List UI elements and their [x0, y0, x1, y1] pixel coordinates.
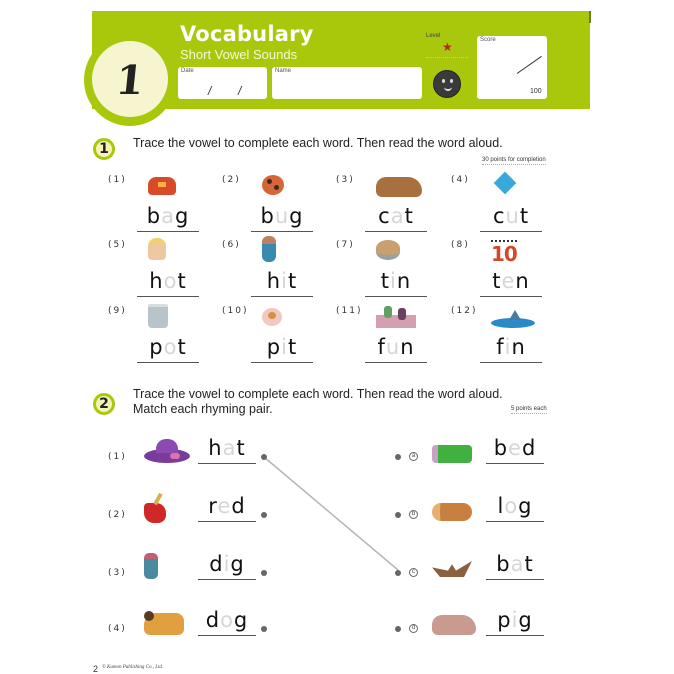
word-suffix: n — [396, 269, 412, 293]
traceable-vowel[interactable]: a — [222, 436, 237, 460]
traceable-vowel[interactable]: o — [163, 269, 178, 293]
word-prefix: b — [493, 436, 509, 460]
match-dot-right[interactable] — [395, 512, 401, 518]
word-suffix: g — [289, 204, 304, 228]
page-subtitle: Short Vowel Sounds — [180, 47, 298, 62]
traceable-vowel[interactable]: i — [390, 269, 397, 293]
item-number: (3) — [336, 175, 355, 185]
traceable-vowel[interactable]: u — [274, 204, 290, 228]
number-ten-picture: 10 — [491, 242, 517, 266]
word-suffix: g — [174, 204, 190, 228]
item-number: (1) — [108, 175, 127, 185]
match-dot-right[interactable] — [395, 454, 401, 460]
match-dot-left[interactable] — [261, 626, 267, 632]
word-trace-red[interactable] — [198, 492, 256, 522]
word-prefix: c — [378, 204, 391, 228]
traceable-vowel[interactable]: o — [163, 335, 178, 359]
item-number: (3) — [108, 568, 127, 578]
word-trace-bed[interactable] — [486, 434, 544, 464]
option-letter-d: d — [409, 624, 418, 633]
match-dot-right[interactable] — [395, 626, 401, 632]
item-number: (5) — [108, 240, 127, 250]
section1-points: 30 points for completion — [482, 157, 546, 163]
question-badge-1: 1 — [93, 138, 115, 160]
word-trace-log[interactable] — [486, 492, 544, 522]
word-prefix: f — [377, 335, 386, 359]
item-number: (2) — [108, 510, 127, 520]
unit-number: 1 — [113, 56, 147, 104]
score-max: 100 — [530, 88, 542, 95]
word-prefix: r — [208, 494, 218, 518]
dog-picture — [144, 607, 184, 635]
dig-picture — [144, 551, 158, 579]
word-trace-dig[interactable] — [198, 550, 256, 580]
item-number: (8) — [451, 240, 470, 250]
traceable-vowel[interactable]: i — [504, 335, 512, 359]
word-suffix: g — [233, 608, 249, 632]
word-suffix: t — [236, 436, 246, 460]
option-letter-a: a — [409, 452, 418, 461]
section2-instruction-line1: Trace the vowel to complete each word. Then read the word aloud. — [133, 387, 503, 401]
pig-picture — [432, 607, 476, 635]
traceable-vowel[interactable]: o — [220, 608, 234, 632]
item-number: (4) — [108, 624, 127, 634]
item-number: (6) — [222, 240, 241, 250]
word-prefix: c — [492, 204, 506, 228]
word-suffix: t — [177, 335, 187, 359]
word-prefix: p — [266, 335, 282, 359]
word-prefix: h — [149, 269, 164, 293]
word-prefix: p — [149, 335, 164, 359]
item-number: (10) — [222, 306, 249, 316]
traceable-vowel[interactable]: u — [505, 204, 520, 228]
word-prefix: h — [208, 436, 223, 460]
word-prefix: b — [496, 552, 511, 576]
word-prefix: l — [497, 494, 505, 518]
name-label: Name — [275, 68, 292, 74]
match-dot-right[interactable] — [395, 570, 401, 576]
traceable-vowel[interactable]: i — [511, 608, 519, 632]
word-prefix: t — [492, 269, 502, 293]
traceable-vowel[interactable]: e — [501, 269, 516, 293]
score-label: Score — [480, 37, 496, 43]
word-prefix: b — [146, 204, 162, 228]
hat-picture — [144, 435, 190, 463]
word-suffix: g — [518, 608, 533, 632]
page-title: Vocabulary — [180, 22, 314, 46]
word-suffix: t — [287, 335, 298, 359]
item-number: (12) — [451, 306, 478, 316]
word-prefix: d — [205, 608, 221, 632]
word-prefix: p — [497, 608, 512, 632]
level-label: Level — [426, 33, 441, 39]
word-trace-hat[interactable] — [198, 434, 256, 464]
date-separator: / — [208, 84, 212, 98]
match-dot-left[interactable] — [261, 512, 267, 518]
traceable-vowel[interactable]: i — [281, 269, 288, 293]
item-number: (4) — [451, 175, 470, 185]
word-suffix: d — [231, 494, 246, 518]
page-number: 2 — [93, 664, 99, 674]
section2-points: 5 points each — [511, 406, 547, 412]
word-trace-dog[interactable] — [198, 606, 256, 636]
traceable-vowel[interactable]: a — [161, 204, 175, 228]
word-suffix: n — [400, 335, 415, 359]
traceable-vowel[interactable]: a — [510, 552, 525, 576]
word-prefix: d — [209, 552, 224, 576]
word-prefix: h — [266, 269, 282, 293]
word-suffix: t — [524, 552, 534, 576]
word-suffix: d — [521, 436, 537, 460]
item-number: (2) — [222, 175, 241, 185]
word-suffix: n — [515, 269, 530, 293]
option-letter-b: b — [409, 510, 418, 519]
word-suffix: t — [519, 204, 530, 228]
date-label: Date — [181, 68, 194, 74]
star-icon: ★ — [442, 40, 453, 54]
section1-instruction: Trace the vowel to complete each word. Then read the word aloud. — [133, 136, 503, 150]
bed-picture — [432, 435, 472, 463]
word-suffix: n — [511, 335, 526, 359]
traceable-vowel[interactable]: a — [390, 204, 405, 228]
option-letter-c: c — [409, 568, 418, 577]
traceable-vowel[interactable]: o — [504, 494, 519, 518]
item-number: (7) — [336, 240, 355, 250]
traceable-vowel[interactable]: i — [281, 335, 288, 359]
traceable-vowel[interactable]: e — [508, 436, 522, 460]
word-suffix: g — [518, 494, 533, 518]
word-suffix: t — [404, 204, 414, 228]
red-paint-picture — [144, 493, 166, 523]
word-suffix: t — [287, 269, 298, 293]
word-suffix: g — [230, 552, 245, 576]
bat-picture — [432, 551, 472, 577]
word-trace-pig[interactable] — [486, 606, 544, 636]
traceable-vowel[interactable]: u — [385, 335, 401, 359]
question-badge-2: 2 — [93, 393, 115, 415]
word-trace-bat[interactable] — [486, 550, 544, 580]
word-prefix: b — [260, 204, 275, 228]
item-number: (11) — [336, 306, 363, 316]
log-picture — [432, 493, 472, 521]
word-prefix: t — [380, 269, 391, 293]
word-prefix: f — [496, 335, 505, 359]
section2-instruction-line2: Match each rhyming pair. — [133, 402, 273, 416]
word-suffix: t — [177, 269, 187, 293]
date-separator: / — [238, 84, 242, 98]
copyright: © Kumon Publishing Co., Ltd. — [102, 665, 164, 670]
traceable-vowel[interactable]: i — [223, 552, 231, 576]
item-number: (9) — [108, 306, 127, 316]
match-dot-left[interactable] — [261, 454, 267, 460]
traceable-vowel[interactable]: e — [217, 494, 232, 518]
match-dot-left[interactable] — [261, 570, 267, 576]
item-number: (1) — [108, 452, 127, 462]
